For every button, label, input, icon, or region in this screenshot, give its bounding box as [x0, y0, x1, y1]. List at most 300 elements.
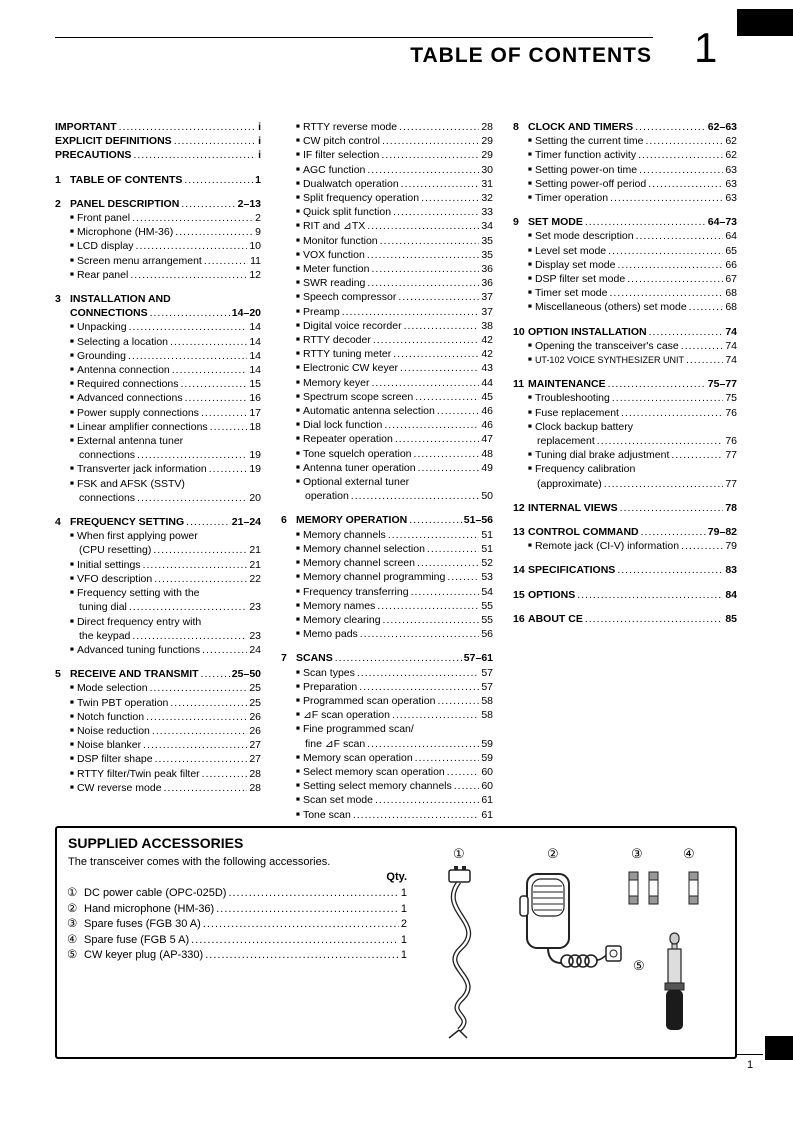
square-bullet-icon: ■ — [296, 307, 300, 315]
entry-page-number: 38 — [481, 319, 493, 332]
toc-entry-line — [55, 211, 261, 225]
entry-label: RTTY reverse mode — [302, 121, 398, 133]
toc-entry-line — [55, 491, 261, 505]
entry-page-number: 21–24 — [231, 516, 261, 529]
entry-label: Select memory scan operation — [302, 765, 445, 778]
entry-page-number: 36 — [481, 277, 493, 290]
accessory-label: Spare fuses (FGB 30 A) — [84, 918, 201, 930]
entry-label: PRECAUTIONS — [55, 149, 132, 162]
entry-page-number: 43 — [481, 362, 493, 375]
entry-label: Antenna tuner operation — [302, 461, 416, 474]
circled-number: ① — [67, 887, 78, 899]
square-bullet-icon: ■ — [296, 250, 300, 258]
entry-page-number: 55 — [481, 599, 493, 612]
toc-entry-line — [281, 404, 493, 418]
entry-page-number: 22 — [249, 572, 261, 585]
entry-label: Memory keyer — [302, 376, 370, 389]
dot-leader — [381, 148, 479, 162]
square-bullet-icon: ■ — [70, 589, 74, 597]
dot-leader — [371, 376, 479, 390]
entry-label: AGC function — [302, 163, 366, 176]
entry-label: Setting power-off period — [534, 177, 647, 190]
dot-leader — [610, 191, 723, 205]
dot-leader — [201, 406, 247, 420]
entry-label: Timer set mode — [534, 287, 608, 300]
square-bullet-icon: ■ — [70, 465, 74, 473]
entry-label: FSK and AFSK (SSTV) — [76, 477, 185, 490]
toc-section-14 — [513, 563, 737, 577]
entry-page-number: 85 — [725, 612, 737, 625]
section-number: 4 — [55, 516, 61, 529]
dot-leader — [202, 767, 248, 781]
entry-page-number: 63 — [725, 177, 737, 190]
toc-entry-line — [55, 696, 261, 710]
dot-leader — [360, 627, 480, 641]
entry-page-number: 59 — [481, 737, 493, 750]
entry-page-number: 63 — [725, 163, 737, 176]
toc-entry-line — [513, 300, 737, 314]
entry-label: fine ⊿F scan — [305, 737, 366, 750]
toc-entry-line — [281, 376, 493, 390]
entry-label: Noise blanker — [76, 739, 142, 752]
toc-entry-line — [55, 643, 261, 657]
dot-leader — [132, 629, 247, 643]
toc-entry-line — [513, 134, 737, 148]
entry-label: External antenna tuner — [76, 435, 184, 448]
entry-label: (approximate) — [537, 477, 602, 490]
square-bullet-icon: ■ — [296, 392, 300, 400]
accessory-label: Spare fuse (FGB 5 A) — [84, 933, 190, 946]
entry-page-number: 68 — [725, 287, 737, 300]
toc-entry-line — [281, 722, 493, 736]
entry-page-number: 12 — [249, 268, 261, 281]
toc-entry-line — [281, 542, 493, 556]
entry-page-number: 10 — [249, 240, 261, 253]
toc-entry-line — [513, 462, 737, 476]
circled-number: ② — [67, 902, 78, 915]
toc-entry-line — [281, 489, 493, 503]
toc-entry-line — [281, 347, 493, 361]
toc-section-11 — [513, 377, 737, 491]
toc-entry-line — [55, 268, 261, 282]
square-bullet-icon: ■ — [528, 542, 532, 550]
entry-label: Linear amplifier connections — [76, 420, 208, 433]
square-bullet-icon: ■ — [296, 137, 300, 145]
dot-leader — [201, 667, 230, 681]
toc-column-1 — [55, 120, 261, 832]
square-bullet-icon: ■ — [528, 151, 532, 159]
entry-label: RTTY decoder — [302, 334, 371, 347]
square-bullet-icon: ■ — [296, 194, 300, 202]
entry-label: Frequency transferring — [302, 585, 409, 598]
entry-page-number: 49 — [481, 461, 493, 474]
square-bullet-icon: ■ — [70, 698, 74, 706]
entry-label: CW pitch control — [302, 135, 380, 148]
square-bullet-icon: ■ — [296, 265, 300, 273]
dot-leader — [393, 347, 479, 361]
dot-leader — [342, 305, 480, 319]
toc-entry-line — [513, 229, 737, 243]
square-bullet-icon: ■ — [296, 796, 300, 804]
toc-section-13 — [513, 525, 737, 553]
toc-entry-line — [55, 462, 261, 476]
square-bullet-icon: ■ — [528, 246, 532, 254]
toc-section-5 — [55, 667, 261, 795]
square-bullet-icon: ■ — [70, 479, 74, 487]
dot-leader — [184, 173, 253, 187]
entry-label: RTTY filter/Twin peak filter — [76, 767, 200, 780]
dot-leader — [418, 461, 480, 475]
toc-entry-line — [55, 448, 261, 462]
dot-leader — [367, 163, 479, 177]
entry-label: IMPORTANT — [55, 121, 117, 133]
dot-leader — [617, 563, 723, 577]
entry-page-number: 29 — [481, 149, 493, 162]
square-bullet-icon: ■ — [528, 232, 532, 240]
entry-label: OPTIONS — [528, 588, 576, 601]
figure-label-plug: ⑤ — [633, 958, 645, 973]
toc-entry-line — [281, 599, 493, 613]
entry-label: Meter function — [302, 263, 370, 276]
section-number: 2 — [55, 197, 61, 210]
entry-label: Memory channel programming — [302, 571, 446, 584]
entry-page-number: 23 — [249, 629, 261, 642]
toc-entry-line — [55, 239, 261, 253]
section-number: 5 — [55, 668, 61, 681]
entry-page-number: 34 — [481, 220, 493, 233]
toc-entry-line — [55, 681, 261, 695]
toc-entry-line — [55, 781, 261, 795]
dot-leader — [210, 420, 248, 434]
toc-entry-line — [55, 558, 261, 572]
accessory-qty: 1 — [400, 887, 407, 899]
section-number: 16 — [513, 612, 525, 625]
entry-page-number: 62–63 — [707, 121, 737, 133]
dot-leader — [437, 404, 479, 418]
square-bullet-icon: ■ — [296, 435, 300, 443]
toc-entry-line — [513, 177, 737, 191]
entry-page-number: 17 — [249, 406, 261, 419]
entry-page-number: 45 — [481, 390, 493, 403]
entry-label: operation — [305, 490, 349, 503]
entry-page-number: 47 — [481, 433, 493, 446]
dot-leader — [150, 306, 230, 320]
toc-heading-line — [55, 667, 261, 681]
entry-label: IF filter selection — [302, 149, 380, 162]
entry-label: Power supply connections — [76, 406, 199, 419]
entry-page-number: 74 — [725, 339, 737, 352]
entry-page-number: 14 — [249, 335, 261, 348]
entry-page-number: 33 — [481, 206, 493, 219]
dot-leader — [153, 543, 247, 557]
toc-heading-line — [55, 148, 261, 162]
section-number: 9 — [513, 216, 519, 229]
dot-leader — [203, 917, 399, 933]
dot-leader — [181, 197, 235, 211]
entry-label: Noise reduction — [76, 724, 150, 737]
dot-leader — [681, 339, 724, 353]
entry-page-number: 77 — [725, 449, 737, 462]
section-number: 10 — [513, 325, 525, 338]
dot-leader — [137, 491, 247, 505]
square-bullet-icon: ■ — [528, 356, 532, 364]
toc-entry-line — [513, 539, 737, 553]
entry-label: Memo pads — [302, 628, 358, 641]
square-bullet-icon: ■ — [70, 337, 74, 345]
entry-label: Quick split function — [302, 206, 392, 219]
dot-leader — [154, 572, 247, 586]
square-bullet-icon: ■ — [528, 341, 532, 349]
entry-page-number: 55 — [481, 613, 493, 626]
entry-page-number: i — [258, 149, 261, 162]
entry-page-number: 24 — [249, 643, 261, 656]
dot-leader — [395, 432, 479, 446]
square-bullet-icon: ■ — [296, 222, 300, 230]
spare-fuses-illustration — [623, 870, 723, 913]
dot-leader — [228, 886, 398, 902]
dot-leader — [205, 948, 399, 964]
square-bullet-icon: ■ — [70, 380, 74, 388]
entry-page-number: 11 — [250, 254, 261, 267]
square-bullet-icon: ■ — [70, 214, 74, 222]
toc-entry-line — [55, 738, 261, 752]
entry-label: Front panel — [76, 212, 131, 225]
square-bullet-icon: ■ — [296, 336, 300, 344]
circled-number: ④ — [67, 933, 78, 946]
dot-leader — [585, 215, 706, 229]
toc-heading-line — [281, 513, 493, 527]
square-bullet-icon: ■ — [70, 532, 74, 540]
toc-entry-line — [55, 586, 261, 600]
dot-leader — [170, 696, 247, 710]
toc-entry-line — [55, 710, 261, 724]
toc-heading-line — [513, 588, 737, 602]
figure-label-microphone: ② — [547, 846, 559, 861]
dot-leader — [401, 177, 480, 191]
accessory-label: DC power cable (OPC-025D) — [84, 887, 227, 899]
accessory-item — [67, 886, 407, 902]
entry-label: Required connections — [76, 378, 179, 391]
entry-label: Miscellaneous (others) set mode — [534, 301, 687, 314]
dot-leader — [404, 319, 480, 333]
toc-entry-line — [55, 615, 261, 629]
square-bullet-icon: ■ — [70, 560, 74, 568]
entry-page-number: 32 — [481, 192, 493, 205]
dot-leader — [417, 556, 479, 570]
entry-page-number: 59 — [481, 751, 493, 764]
accessories-intro: The transceiver comes with the following accessories. — [68, 856, 331, 868]
toc-entry-line — [513, 339, 737, 353]
accessory-item — [67, 933, 407, 949]
entry-label: Spectrum scope screen — [302, 390, 414, 403]
toc-entry-line — [281, 680, 493, 694]
square-bullet-icon: ■ — [296, 123, 300, 130]
entry-label: Tone squelch operation — [302, 447, 412, 460]
toc-heading-line — [55, 515, 261, 529]
circled-number: ③ — [67, 918, 78, 930]
dot-leader — [398, 290, 479, 304]
section-number: 6 — [281, 514, 287, 527]
entry-label: Opening the transceiver's case — [534, 339, 679, 352]
entry-page-number: 66 — [725, 258, 737, 271]
dot-leader — [371, 262, 479, 276]
section-number: 1 — [55, 173, 61, 186]
dot-leader — [681, 539, 723, 553]
toc-entry-line — [55, 767, 261, 781]
square-bullet-icon: ■ — [296, 407, 300, 415]
toc-column-3 — [513, 120, 737, 832]
entry-page-number: 64 — [725, 230, 737, 243]
entry-page-number: 2–13 — [237, 197, 261, 210]
entry-page-number: 15 — [249, 378, 261, 391]
toc-entry-line — [281, 276, 493, 290]
square-bullet-icon: ■ — [528, 165, 532, 173]
toc-heading-line — [281, 651, 493, 665]
entry-page-number: 64–73 — [707, 216, 737, 229]
entry-label: replacement — [537, 435, 595, 448]
dot-leader — [671, 448, 723, 462]
entry-label: MEMORY OPERATION — [296, 514, 408, 527]
toc-section-4 — [55, 515, 261, 657]
entry-page-number: 9 — [255, 226, 261, 239]
entry-label: Scan types — [302, 666, 355, 679]
square-bullet-icon: ■ — [70, 366, 74, 374]
dot-leader — [136, 239, 248, 253]
entry-page-number: 54 — [481, 585, 493, 598]
dot-leader — [454, 779, 480, 793]
entry-label: TABLE OF CONTENTS — [70, 173, 183, 186]
entry-label: connections — [79, 491, 136, 504]
square-bullet-icon: ■ — [296, 449, 300, 457]
entry-page-number: 16 — [249, 392, 261, 405]
dot-leader — [175, 225, 253, 239]
square-bullet-icon: ■ — [70, 323, 74, 331]
toc-section-1 — [55, 173, 261, 187]
toc-entry-line — [513, 244, 737, 258]
entry-label: Set mode description — [534, 230, 634, 243]
entry-label: PANEL DESCRIPTION — [70, 197, 180, 210]
dot-leader — [181, 377, 248, 391]
entry-page-number: 63 — [725, 192, 737, 205]
dot-leader — [186, 515, 230, 529]
section-number: 13 — [513, 526, 525, 539]
toc-entry-line — [55, 477, 261, 491]
dot-leader — [185, 391, 248, 405]
chapter-tab-bottom-icon — [765, 1036, 793, 1060]
entry-page-number: i — [258, 135, 261, 148]
square-bullet-icon: ■ — [296, 682, 300, 690]
toc-entry-line — [55, 420, 261, 434]
accessory-item — [67, 902, 407, 918]
dot-leader — [399, 120, 479, 134]
dot-leader — [209, 462, 248, 476]
square-bullet-icon: ■ — [70, 617, 74, 625]
square-bullet-icon: ■ — [296, 573, 300, 581]
entry-label: Remote jack (CI-V) information — [534, 540, 680, 553]
dot-leader — [641, 525, 706, 539]
entry-label: OPTION INSTALLATION — [528, 325, 647, 338]
square-bullet-icon: ■ — [296, 782, 300, 790]
toc-section-10 — [513, 325, 737, 368]
entry-label: Dial lock function — [302, 419, 383, 432]
entry-page-number: 62 — [725, 149, 737, 162]
dot-leader — [447, 570, 479, 584]
toc-entry-line — [513, 434, 737, 448]
entry-page-number: 77 — [725, 477, 737, 490]
entry-label: RIT and ⊿TX — [302, 220, 366, 233]
entry-label: Memory channel selection — [302, 542, 425, 555]
toc-entry-line — [281, 219, 493, 233]
entry-page-number: 18 — [249, 420, 261, 433]
dot-leader — [191, 933, 399, 949]
dot-leader — [393, 205, 479, 219]
section-number: 7 — [281, 652, 287, 665]
square-bullet-icon: ■ — [70, 783, 74, 791]
square-bullet-icon: ■ — [296, 236, 300, 244]
dot-leader — [409, 513, 462, 527]
entry-page-number: 52 — [481, 557, 493, 570]
toc-heading-line — [55, 120, 261, 134]
entry-page-number: 1 — [255, 173, 261, 186]
section-number: 15 — [513, 588, 525, 601]
entry-page-number: 46 — [481, 419, 493, 432]
dot-leader — [377, 599, 479, 613]
dot-leader — [649, 325, 724, 339]
dot-leader — [689, 300, 724, 314]
entry-page-number: 56 — [481, 628, 493, 641]
dot-leader — [415, 751, 480, 765]
dot-leader — [146, 710, 247, 724]
toc-entry-line — [513, 191, 737, 205]
footer-rule — [735, 1054, 763, 1055]
page-title: TABLE OF CONTENTS — [410, 44, 652, 67]
square-bullet-icon: ■ — [296, 279, 300, 287]
square-bullet-icon: ■ — [70, 394, 74, 402]
dot-leader — [359, 680, 479, 694]
square-bullet-icon: ■ — [528, 137, 532, 145]
entry-page-number: 58 — [481, 694, 493, 707]
square-bullet-icon: ■ — [70, 574, 74, 582]
toc-entry-line — [513, 406, 737, 420]
entry-label: Split frequency operation — [302, 192, 420, 205]
entry-label: Memory channels — [302, 528, 386, 541]
toc-entry-line — [513, 448, 737, 462]
dot-leader — [621, 406, 723, 420]
entry-page-number: 27 — [249, 753, 261, 766]
entry-label: DSP filter set mode — [534, 273, 626, 286]
toc-section-15 — [513, 588, 737, 602]
entry-page-number: 60 — [481, 765, 493, 778]
toc-entry-line — [513, 420, 737, 434]
entry-label: Monitor function — [302, 234, 378, 247]
entry-page-number: 25 — [249, 682, 261, 695]
dot-leader — [635, 120, 706, 134]
square-bullet-icon: ■ — [296, 668, 300, 676]
entry-page-number: 14 — [249, 364, 261, 377]
accessory-qty: 2 — [400, 918, 407, 930]
entry-label: Digital voice recorder — [302, 319, 402, 332]
section-number: 11 — [513, 378, 525, 391]
footer-page-number: 1 — [747, 1059, 754, 1071]
toc-entry-line — [281, 461, 493, 475]
dot-leader — [204, 254, 248, 268]
toc-entry-line — [55, 629, 261, 643]
square-bullet-icon: ■ — [296, 378, 300, 386]
toc-entry-line — [55, 752, 261, 766]
dot-leader — [585, 612, 723, 626]
entry-page-number: 37 — [481, 305, 493, 318]
cw-keyer-plug-illustration — [655, 932, 695, 1039]
